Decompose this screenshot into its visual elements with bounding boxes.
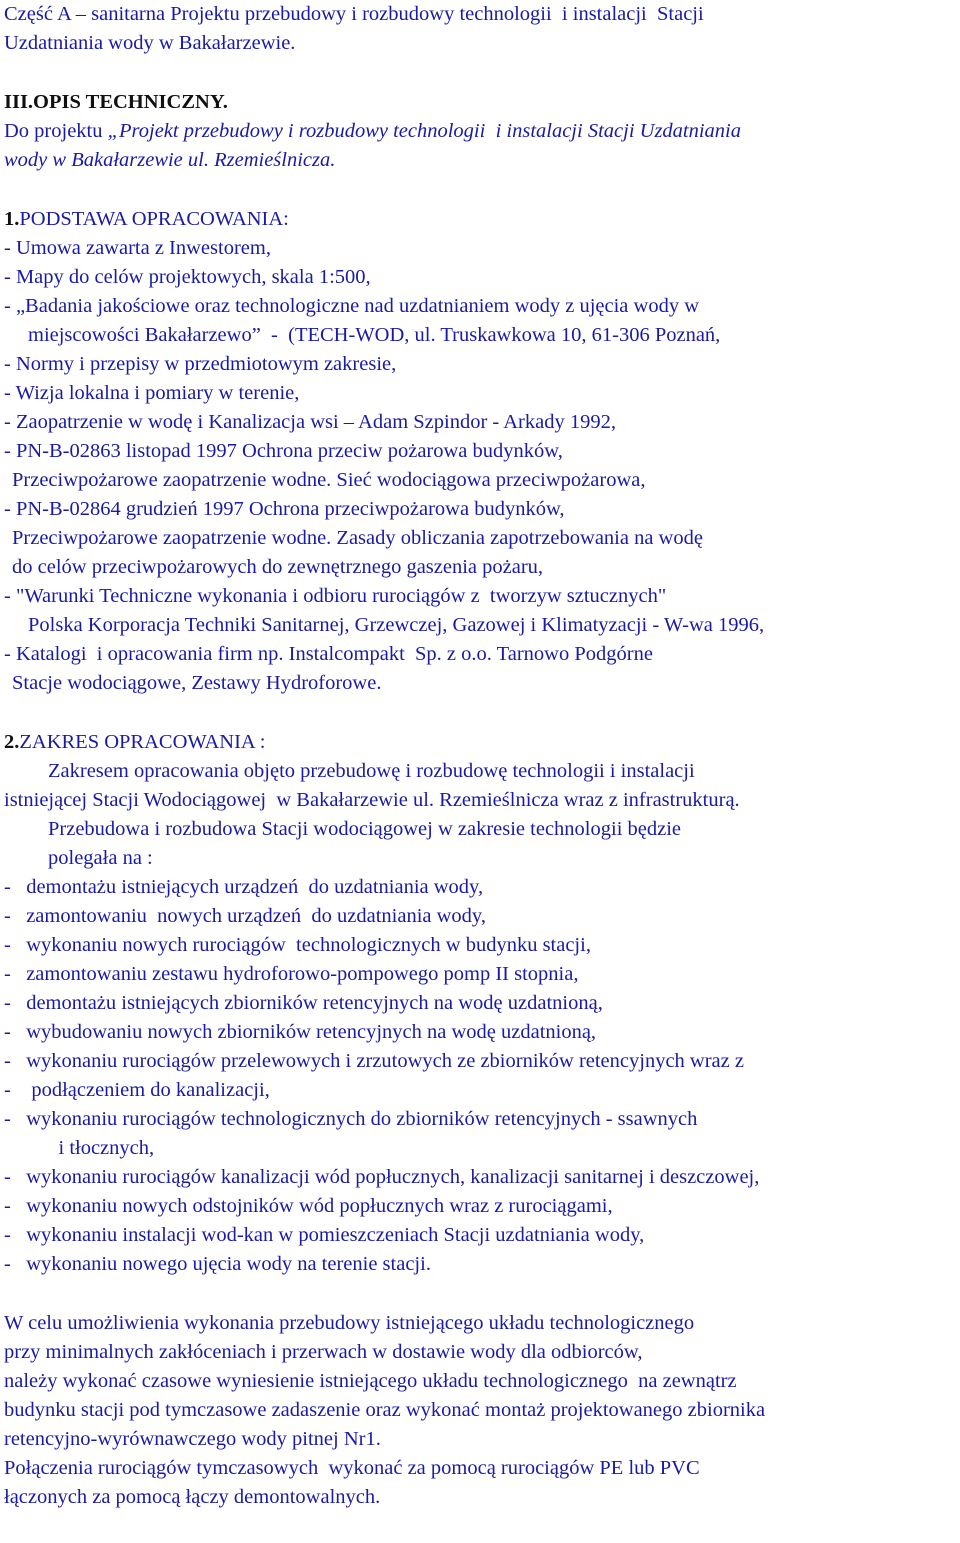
scope-list-item: - zamontowaniu nowych urządzeń do uzdatniania wody, xyxy=(4,905,486,927)
scope-list-item: - wykonaniu nowego ujęcia wody na terenie stacji. xyxy=(4,1253,431,1275)
intro-quote-1: „Projekt przebudowy i rozbudowy technologii i instalacji Stacji Uzdatniania xyxy=(107,120,742,142)
closing-line: należy wykonać czasowe wyniesienie istniejącego układu technologicznego na zewnątrz xyxy=(4,1370,737,1392)
basis-line: - Zaopatrzenie w wodę i Kanalizacja wsi – Adam Szpindor - Arkady 1992, xyxy=(4,411,616,433)
closing-line: łączonych za pomocą łączy demontowalnych. xyxy=(4,1486,381,1508)
closing-line: retencyjno-wyrównawczego wody pitnej Nr1. xyxy=(4,1428,381,1450)
scope-paragraph: Przebudowa i rozbudowa Stacji wodociągowej w zakresie technologii będzie xyxy=(48,818,682,840)
closing-line: przy minimalnych zakłóceniach i przerwach w dostawie wody dla odbiorców, xyxy=(4,1341,643,1363)
scope-list-item: - podłączeniem do kanalizacji, xyxy=(4,1079,270,1101)
section-title: III.OPIS TECHNICZNY. xyxy=(4,91,228,113)
scope-list-item: - demontażu istniejących urządzeń do uzdatniania wody, xyxy=(4,876,484,898)
basis-number: 1. xyxy=(4,208,20,230)
scope-list-item: - wykonaniu rurociągów kanalizacji wód popłucznych, kanalizacji sanitarnej i deszczowej, xyxy=(4,1166,760,1188)
basis-line: - Katalogi i opracowania firm np. Instalcompakt Sp. z o.o. Tarnowo Podgórne xyxy=(4,643,653,665)
basis-line: - Wizja lokalna i pomiary w terenie, xyxy=(4,382,300,404)
basis-line: - Umowa zawarta z Inwestorem, xyxy=(4,237,271,259)
scope-list-item: - wykonaniu nowych rurociągów technologicznych w budynku stacji, xyxy=(4,934,591,956)
scope-list-item: - wykonaniu nowych odstojników wód popłucznych wraz z rurociągami, xyxy=(4,1195,613,1217)
scope-list-item: - wykonaniu instalacji wod-kan w pomieszczeniach Stacji uzdatniania wody, xyxy=(4,1224,645,1246)
basis-line: - PN-B-02864 grudzień 1997 Ochrona przeciwpożarowa budynków, xyxy=(4,498,565,520)
basis-heading xyxy=(4,207,289,231)
header-line-2: Uzdatniania wody w Bakałarzewie. xyxy=(4,32,296,54)
scope-paragraph: polegała na : xyxy=(48,847,153,869)
scope-list-item: - wykonaniu rurociągów przelewowych i zrzutowych ze zbiorników retencyjnych wraz z xyxy=(4,1050,744,1072)
header-line-1: Część A – sanitarna Projektu przebudowy i rozbudowy technologii i instalacji Stacji xyxy=(4,3,704,25)
basis-line: Przeciwpożarowe zaopatrzenie wodne. Sieć wodociągowa przeciwpożarowa, xyxy=(12,469,646,491)
scope-title: ZAKRES OPRACOWANIA : xyxy=(19,731,266,753)
basis-line: miejscowości Bakałarzewo” - (TECH-WOD, ul. Truskawkowa 10, 61-306 Poznań, xyxy=(28,324,721,346)
basis-line: - PN-B-02863 listopad 1997 Ochrona przeciw pożarowa budynków, xyxy=(4,440,563,462)
closing-line: budynku stacji pod tymczasowe zadaszenie oraz wykonać montaż projektowanego zbiornika xyxy=(4,1399,766,1421)
basis-line: do celów przeciwpożarowych do zewnętrznego gaszenia pożaru, xyxy=(12,556,544,578)
scope-number: 2. xyxy=(4,731,20,753)
intro-prefix: Do projektu xyxy=(4,120,108,142)
scope-paragraph: istniejącej Stacji Wodociągowej w Bakałarzewie ul. Rzemieślnicza wraz z infrastrukturą. xyxy=(4,789,740,811)
basis-line: Polska Korporacja Techniki Sanitarnej, Grzewczej, Gazowej i Klimatyzacji - W-wa 1996, xyxy=(28,614,765,636)
basis-line: Przeciwpożarowe zaopatrzenie wodne. Zasady obliczania zapotrzebowania na wodę xyxy=(12,527,703,549)
scope-list-item: - wybudowaniu nowych zbiorników retencyjnych na wodę uzdatnioną, xyxy=(4,1021,597,1043)
intro-line-2: wody w Bakałarzewie ul. Rzemieślnicza. xyxy=(4,149,336,171)
basis-line: - Mapy do celów projektowych, skala 1:500, xyxy=(4,266,371,288)
scope-heading xyxy=(4,730,265,754)
scope-list-item: - demontażu istniejących zbiorników retencyjnych na wodę uzdatnioną, xyxy=(4,992,603,1014)
scope-list-item: - wykonaniu rurociągów technologicznych do zbiorników retencyjnych - ssawnych xyxy=(4,1108,698,1130)
intro-line-1 xyxy=(4,119,741,143)
scope-list-item: - zamontowaniu zestawu hydroforowo-pompowego pomp II stopnia, xyxy=(4,963,579,985)
basis-title: PODSTAWA OPRACOWANIA: xyxy=(19,208,289,230)
closing-line: W celu umożliwienia wykonania przebudowy istniejącego układu technologicznego xyxy=(4,1312,695,1334)
closing-line: Połączenia rurociągów tymczasowych wykonać za pomocą rurociągów PE lub PVC xyxy=(4,1457,700,1479)
basis-line: - "Warunki Techniczne wykonania i odbioru rurociągów z tworzyw sztucznych" xyxy=(4,585,667,607)
scope-paragraph: Zakresem opracowania objęto przebudowę i rozbudowę technologii i instalacji xyxy=(48,760,695,782)
basis-line: Stacje wodociągowe, Zestawy Hydroforowe. xyxy=(12,672,382,694)
basis-line: - „Badania jakościowe oraz technologiczne nad uzdatnianiem wody z ujęcia wody w xyxy=(4,295,700,317)
scope-list-item: i tłocznych, xyxy=(38,1137,155,1159)
basis-line: - Normy i przepisy w przedmiotowym zakresie, xyxy=(4,353,397,375)
